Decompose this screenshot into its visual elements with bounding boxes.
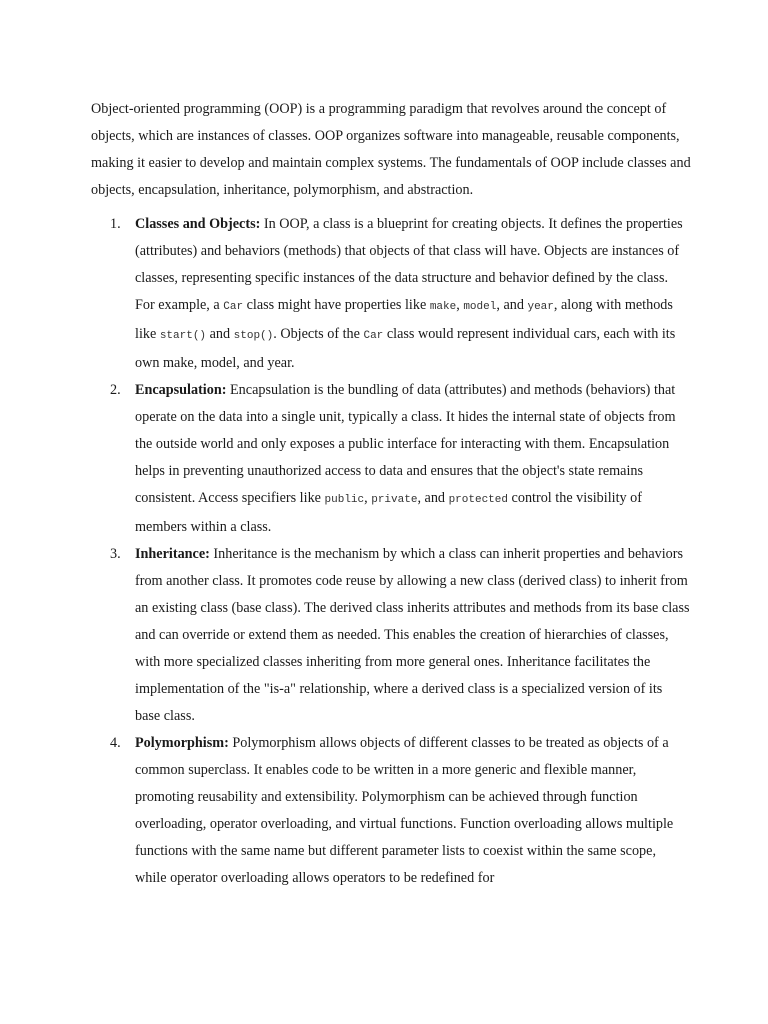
section-heading: Inheritance: bbox=[135, 546, 210, 562]
section-text: Polymorphism allows objects of different classes to be treated as objects of a common superclass. It enables code to be written in a more generic and flexible manner, promoting reusability and extensibility. Polymorphism can be achieved through function overloading, operator overloading, and virtual functions. Function overloading allows multiple functions with the same name but different parameter lists to coexist within the same scope, while operator overloading allows operators to be redefined for bbox=[135, 735, 674, 886]
list-item-polymorphism bbox=[91, 730, 691, 892]
fundamentals-list bbox=[91, 211, 691, 892]
list-item-encapsulation bbox=[91, 377, 691, 541]
section-text: Inheritance is the mechanism by which a class can inherit properties and behaviors from another class. It promotes code reuse by allowing a new class (derived class) to inherit from an existing class (base class). The derived class inherits attributes and methods from its base class and can override or extend them as needed. This enables the creation of hierarchies of classes, with more specialized classes inheriting from more general ones. Inheritance facilitates the implementation of the "is-a" relationship, where a derived class is a specialized version of its base class. bbox=[135, 546, 690, 724]
section-text: , bbox=[456, 297, 464, 313]
inline-code: stop() bbox=[233, 330, 274, 342]
inline-code: model bbox=[463, 301, 497, 313]
section-text: and bbox=[206, 326, 234, 342]
section-text: control the visibility of members within a class. bbox=[135, 490, 642, 535]
inline-code: Car bbox=[363, 330, 384, 342]
section-text: . Objects of the bbox=[273, 326, 364, 342]
list-item-number: 3. bbox=[110, 546, 121, 562]
list-item-number: 4. bbox=[110, 735, 121, 751]
inline-code: make bbox=[429, 301, 457, 313]
inline-code: protected bbox=[448, 494, 508, 506]
list-item-number: 2. bbox=[110, 382, 121, 398]
section-text: Encapsulation is the bundling of data (attributes) and methods (behaviors) that operate on the data into a single unit, typically a class. It hides the internal state of objects from the outside world and only exposes a public interface for interacting with them. Encapsulation helps in preventing unauthorized access to data and ensures that the object's state remains consistent. Access specifiers like bbox=[135, 382, 676, 506]
section-heading: Classes and Objects: bbox=[135, 216, 261, 232]
list-item-number: 1. bbox=[110, 216, 121, 232]
section-text: , and bbox=[496, 297, 528, 313]
list-item-classes-and-objects bbox=[91, 211, 691, 377]
inline-code: Car bbox=[223, 301, 244, 313]
section-text: , bbox=[364, 490, 372, 506]
intro-paragraph: Object-oriented programming (OOP) is a programming paradigm that revolves around the concept of objects, which are instances of classes. OOP organizes software into manageable, reusable components, making it easier to develop and maintain complex systems. The fundamentals of OOP include classes and objects, encapsulation, inheritance, polymorphism, and abstraction. bbox=[91, 101, 691, 198]
inline-code: public bbox=[324, 494, 365, 506]
document-page bbox=[91, 96, 691, 892]
section-heading: Polymorphism: bbox=[135, 735, 229, 751]
section-text: , and bbox=[417, 490, 449, 506]
section-text: In OOP, a class is a blueprint for creating objects. It defines the properties (attributes) and behaviors (methods) that objects of that class will have. Objects are instances of classes, representing specific instances of the data structure and behavior defined by the class. For example, a bbox=[135, 216, 683, 313]
list-item-inheritance bbox=[91, 541, 691, 730]
section-heading: Encapsulation: bbox=[135, 382, 227, 398]
section-text: class might have properties like bbox=[243, 297, 430, 313]
inline-code: year bbox=[527, 301, 554, 313]
inline-code: private bbox=[371, 494, 418, 506]
section-text: class would represent individual cars, each with its own make, model, and year. bbox=[135, 326, 676, 371]
section-text: , along with methods like bbox=[135, 297, 673, 342]
inline-code: start() bbox=[159, 330, 207, 342]
